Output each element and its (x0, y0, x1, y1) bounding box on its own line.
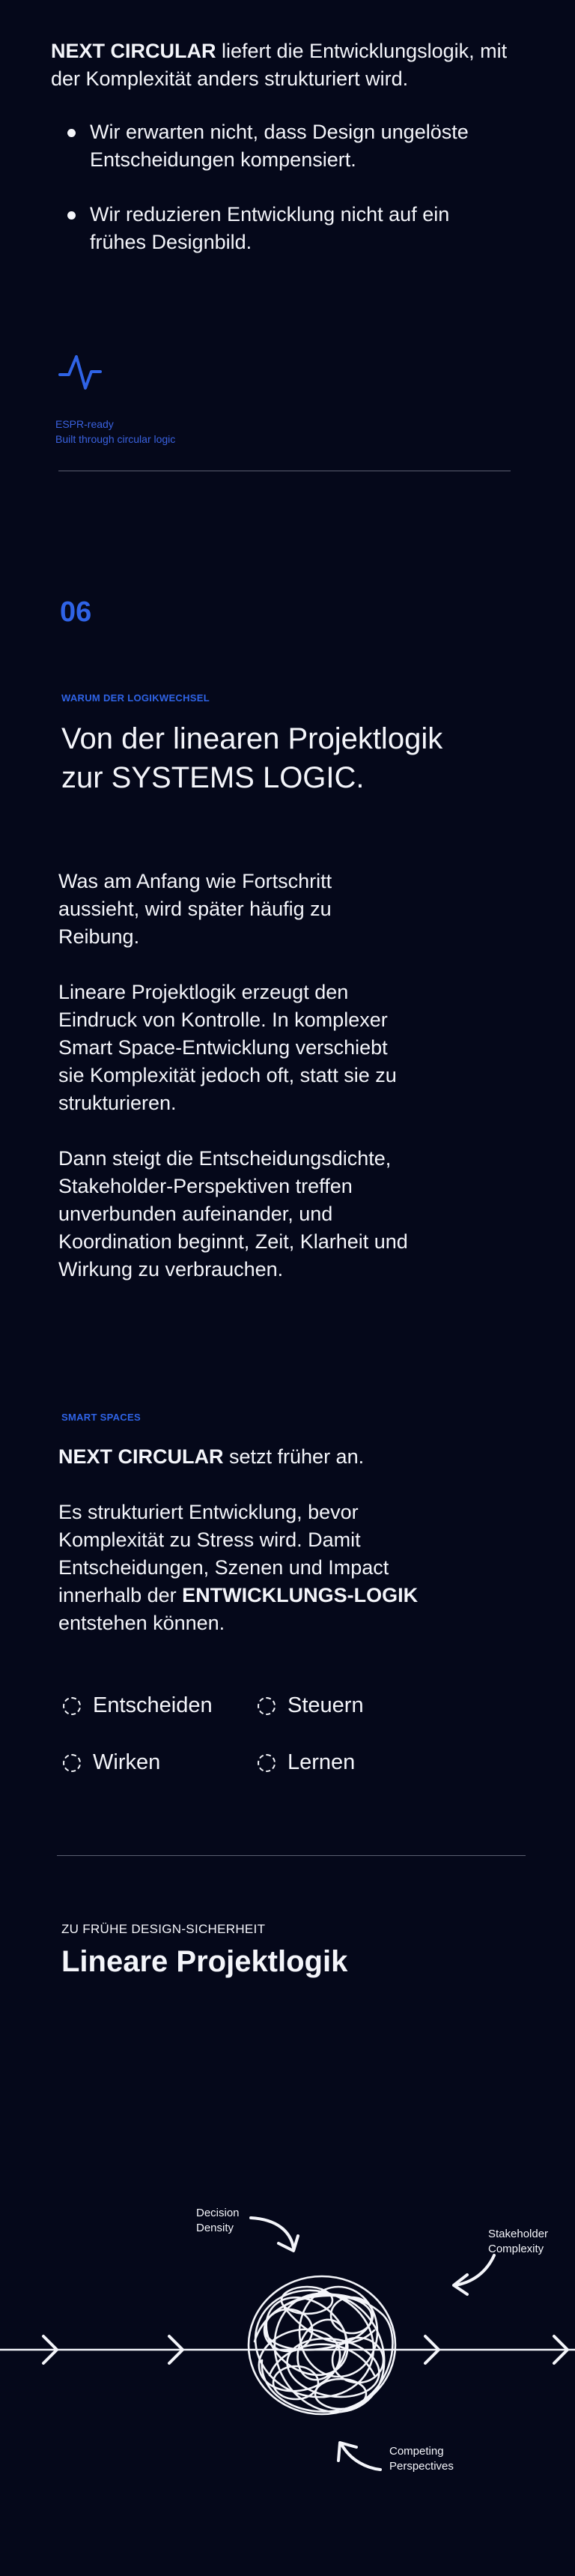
linear-logic-diagram (0, 2173, 575, 2503)
smart-spaces-kicker: SMART SPACES (61, 1412, 141, 1423)
linear-kicker: ZU FRÜHE DESIGN-SICHERHEIT (61, 1922, 266, 1936)
intro-text (51, 37, 530, 93)
chip-lernen (258, 1750, 355, 1775)
espr-line-2: Built through circular logic (55, 433, 176, 445)
chip-label: Lernen (288, 1750, 356, 1774)
paragraph-3: Dann steigt die Entscheidungsdichte, Stakeholder-Perspektiven treffen unverbunden aufeinander, und Koordination beginnt, Zeit, Klarheit und Wirkung zu verbrauchen. (58, 1147, 408, 1281)
annotation-competing-perspectives (389, 2444, 454, 2474)
annotation-line: Density (196, 2222, 234, 2234)
chip-label: Steuern (288, 1693, 364, 1717)
headline-line-1: Von der linearen Projektlogik (61, 722, 443, 755)
arrow-icon (279, 2236, 298, 2251)
chip-entscheiden (63, 1693, 213, 1718)
tangle-scribble (240, 2273, 406, 2432)
smart-spaces-body (58, 1499, 425, 1637)
annotation-stakeholder-complexity (488, 2227, 548, 2257)
annotation-line: Complexity (488, 2243, 544, 2255)
body-part-1: Es strukturiert Entwicklung, bevor Komplexität zu Stress wird. Damit Entscheidungen, Szenen und Impact innerhalb der (58, 1501, 389, 1606)
intro-body: liefert die Entwicklungslogik, mit der Komplexität anders strukturiert wird. (51, 40, 508, 90)
linear-title: Lineare Projektlogik (61, 1945, 348, 1978)
annotation-line: Stakeholder (488, 2228, 549, 2240)
annotation-line: Decision (196, 2207, 240, 2219)
annotation-decision-density (196, 2206, 240, 2236)
espr-caption (55, 417, 175, 447)
chip-label: Wirken (93, 1750, 161, 1774)
paragraph-1: Was am Anfang wie Fortschritt aussieht, wird später häufig zu Reibung. (58, 870, 332, 948)
lead-brand: NEXT CIRCULAR (58, 1445, 224, 1468)
chip-steuern (258, 1693, 364, 1718)
progress-circle-icon (63, 1754, 81, 1772)
section-number: 06 (60, 596, 92, 628)
annotation-line: Competing (389, 2445, 444, 2458)
body-bold: ENTWICKLUNGS-LOGIK (182, 1584, 419, 1606)
body-part-2: entstehen können. (58, 1612, 225, 1634)
progress-circle-icon (258, 1697, 276, 1715)
lead-rest: setzt früher an. (223, 1445, 365, 1468)
headline-line-2: zur SYSTEMS LOGIC. (61, 761, 365, 794)
section-kicker: WARUM DER LOGIKWECHSEL (61, 692, 210, 704)
arrow-icon (251, 2218, 293, 2248)
divider (57, 1855, 526, 1856)
chip-wirken (63, 1750, 160, 1775)
progress-circle-icon (63, 1697, 81, 1715)
espr-line-1: ESPR-ready (55, 418, 114, 430)
list-item: Wir reduzieren Entwicklung nicht auf ein frühes Designbild. (67, 201, 472, 256)
wave-icon (58, 352, 102, 393)
paragraph-2: Lineare Projektlogik erzeugt den Eindruck von Kontrolle. In komplexer Smart Space-Entwicklung verschiebt sie Komplexität jedoch oft, statt sie zu strukturieren. (58, 981, 397, 1114)
section-headline (61, 719, 541, 797)
list-item: Wir erwarten nicht, dass Design ungelöste Entscheidungen kompensiert. (67, 118, 472, 174)
annotation-line: Perspectives (389, 2460, 454, 2473)
intro-bullet-list (67, 118, 472, 283)
arrow-icon (341, 2444, 380, 2470)
chip-label: Entscheiden (93, 1693, 213, 1717)
intro-brand: NEXT CIRCULAR (51, 40, 216, 62)
progress-circle-icon (258, 1754, 276, 1772)
smart-spaces-lead (58, 1443, 478, 1471)
